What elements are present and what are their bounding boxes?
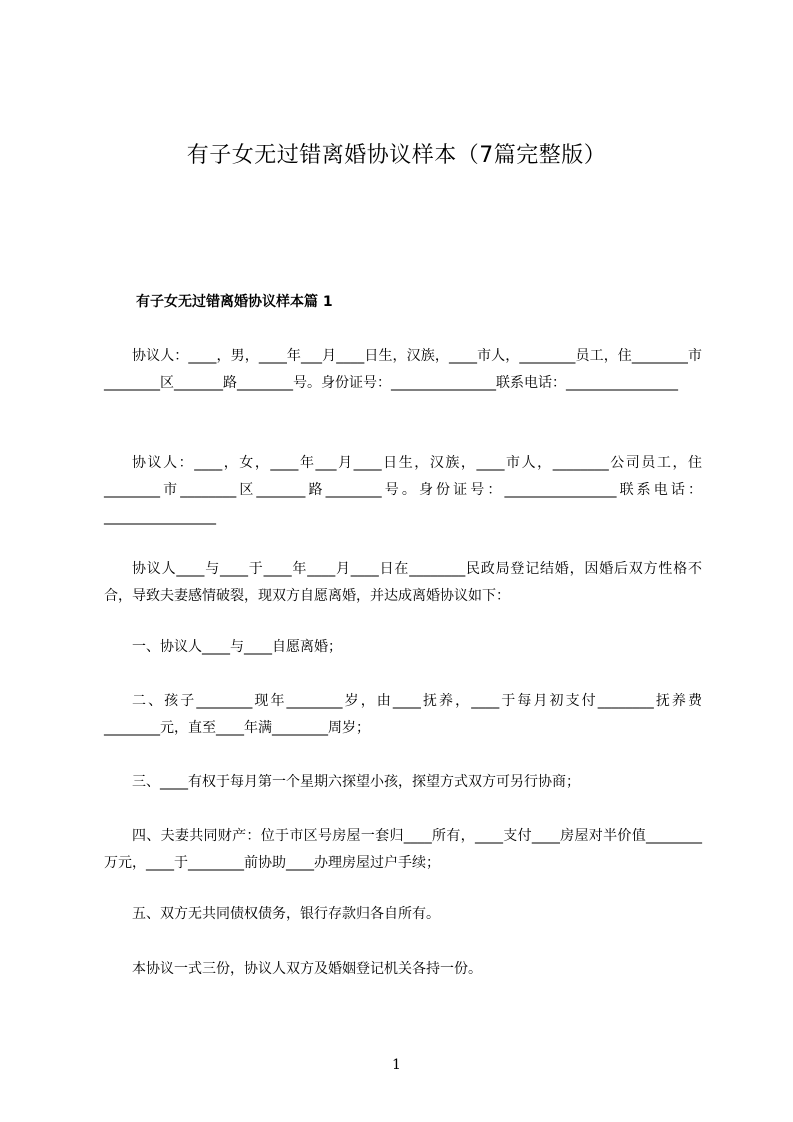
- section-heading: 有子女无过错离婚协议样本篇 1: [136, 294, 333, 310]
- clause-1-paragraph: 一、协议人____与____自愿离婚；: [132, 639, 342, 655]
- party-2-paragraph: 协议人：____，女，____年___月____日生，汉族，____市人，________公司员工，住________市________区_______路________号。身份证号：________________联系电话：________________: [104, 455, 702, 525]
- clause-3-paragraph: 三、____有权于每月第一个星期六探望小孩，探望方式双方可另行协商；: [132, 774, 580, 790]
- page-number: 1: [392, 1057, 401, 1073]
- clause-4-paragraph: 四、夫妻共同财产：位于市区号房屋一套归____所有，____支付____房屋对半价值________万元，____于________前协助____办理房屋过户手续；: [104, 828, 702, 871]
- marriage-statement-paragraph: 协议人____与____于____年____月____日在________民政局登记结婚，因婚后双方性格不合，导致夫妻感情破裂，现双方自愿离婚，并达成离婚协议如下：: [104, 561, 702, 604]
- copies-statement-paragraph: 本协议一式三份，协议人双方及婚姻登记机关各持一份。: [132, 961, 482, 977]
- clause-5-paragraph: 五、双方无共同债权债务，银行存款归各自所有。: [132, 906, 440, 922]
- party-1-paragraph: 协议人：____，男，____年___月____日生，汉族，____市人，________员工，住________市________区_______路________号。身份证号：_______________联系电话：________________: [104, 348, 702, 391]
- clause-2-paragraph: 二、孩子________现年________岁，由____抚养，____于每月初支付________抚养费________元，直至____年满________周岁；: [104, 693, 702, 736]
- document-title: 有子女无过错离婚协议样本（7篇完整版）: [186, 143, 607, 168]
